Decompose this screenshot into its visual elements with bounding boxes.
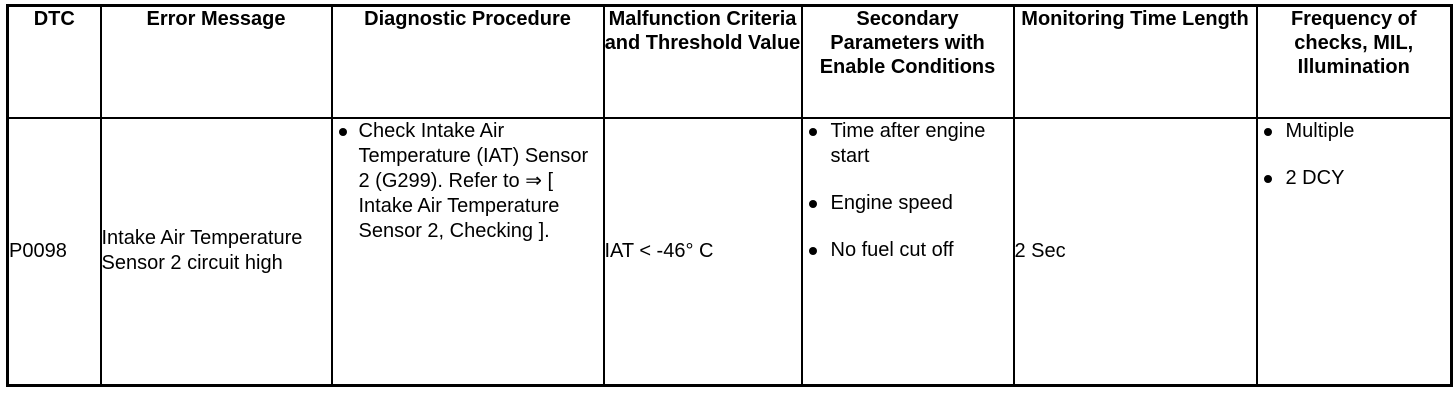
diagnostic-procedure-text: Check Intake Air Temperature (IAT) Sensor 2 (G299). Refer to ⇒ [ Intake Air Temperature Sensor 2, Checking ]. [358,119,589,242]
error-message-text: Intake Air Temperature Sensor 2 circuit high [101,227,303,275]
bullet-icon [1264,128,1272,136]
table-header-row [8,6,1452,118]
diagnostic-procedure-list [333,119,603,244]
monitoring-time-length-text: 2 Sec [1014,239,1066,262]
list-item [803,191,1013,216]
cell-monitoring-time-length [1014,118,1257,386]
cell-dtc [8,118,101,386]
list-item [803,119,1013,169]
bullet-icon [809,200,817,208]
bullet-icon [809,247,817,255]
bullet-icon [1264,175,1272,183]
list-item [1258,166,1451,191]
secondary-parameters-list [803,119,1013,263]
list-item [803,238,1013,263]
table-row [8,118,1452,386]
dtc-table [6,4,1453,387]
cell-secondary-parameters [802,118,1014,386]
secondary-parameter-text: No fuel cut off [830,238,954,261]
secondary-parameter-text: Engine speed [830,191,953,214]
cell-diagnostic-procedure [332,118,604,386]
frequency-of-checks-list [1258,119,1451,191]
column-header-monitoring-time-length: Monitoring Time Length [1014,6,1257,118]
column-header-error-message: Error Message [101,6,332,118]
frequency-text: 2 DCY [1285,166,1345,189]
column-header-secondary-parameters: Secondary Parameters with Enable Conditions [802,6,1014,118]
table-header [8,6,1452,118]
bullet-icon [339,128,347,136]
cell-error-message [101,118,332,386]
frequency-text: Multiple [1285,119,1355,142]
bullet-icon [809,128,817,136]
malfunction-criteria-text: IAT < -46° C [604,239,714,262]
list-item [1258,119,1451,144]
dtc-code: P0098 [9,239,67,262]
table-body [8,118,1452,386]
cell-frequency-of-checks [1257,118,1452,386]
secondary-parameter-text: Time after engine start [830,119,986,167]
list-item [333,119,603,244]
column-header-malfunction-criteria: Malfunction Criteria and Threshold Value [604,6,802,118]
cell-malfunction-criteria [604,118,802,386]
column-header-dtc: DTC [8,6,101,118]
column-header-diagnostic-procedure: Diagnostic Procedure [332,6,604,118]
column-header-frequency-of-checks: Frequency of checks, MIL, Illumination [1257,6,1452,118]
